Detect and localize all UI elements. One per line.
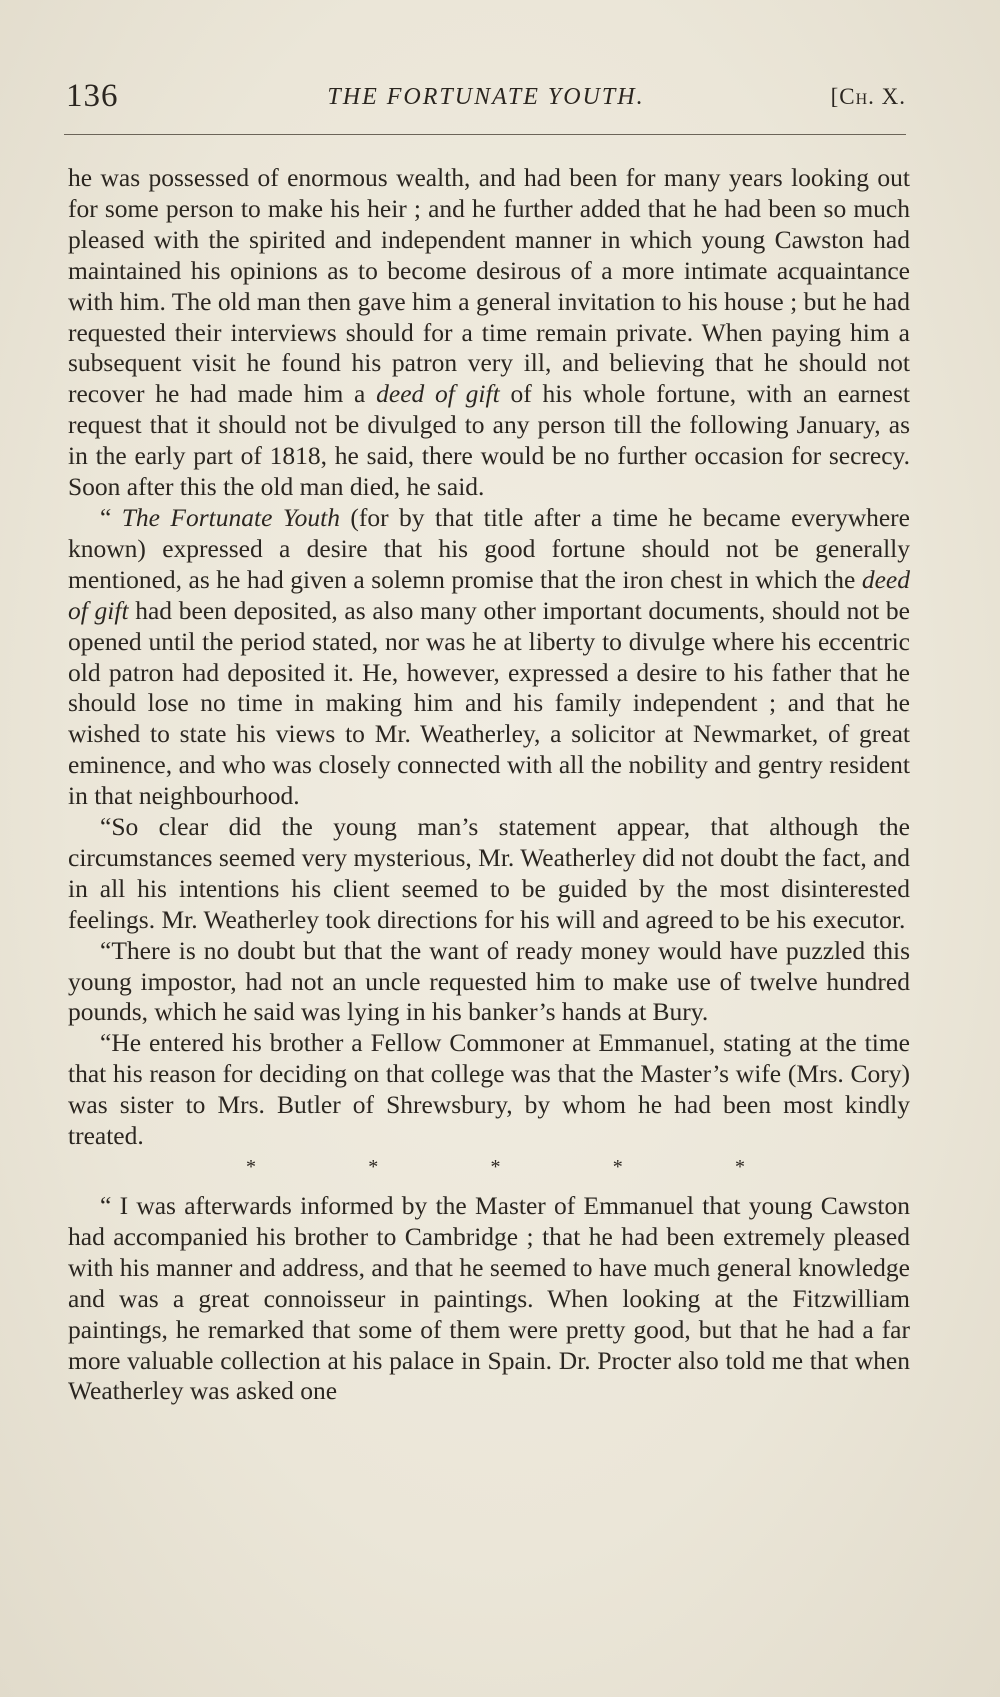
asterisk: * bbox=[246, 1156, 256, 1178]
body-text bbox=[68, 163, 910, 1407]
paragraph-4: “There is no doubt but that the want of ready money would have puzzled this young impostor, had not an uncle requested him to make use of twelve hundred pounds, which he said was lying in his banker’s hands at Bury. bbox=[68, 935, 910, 1027]
paragraph-2-italic-title: The Fortunate Youth bbox=[121, 502, 340, 532]
paragraph-2-italic: deed of gift bbox=[68, 564, 910, 625]
section-gap bbox=[68, 1183, 910, 1191]
asterisk: * bbox=[490, 1156, 501, 1178]
running-head bbox=[66, 78, 906, 124]
page-number: 136 bbox=[66, 78, 119, 114]
asterisk: * bbox=[612, 1156, 623, 1178]
asterisk: * bbox=[368, 1156, 379, 1178]
paragraph-1-text-end: of his whole fortune, with an earnest request that it should not be divulged to any person till the following January, as in the early part of 1818, he said, there would be no further occasion for secrecy. Soon after this the old man died, he said. bbox=[68, 379, 910, 502]
paragraph-1 bbox=[68, 163, 910, 503]
paragraph-2 bbox=[68, 503, 910, 812]
paragraph-1-text: he was possessed of enormous wealth, and had been for many years looking out for some person to make his heir ; and he further added that he had been so much pleased with the spirited and independent manner in which young Cawston had maintained his opinions as to become desirous of a more intimate acquaintance with him. The old man then gave him a general invitation to his house ; but he had requested their interviews should for a time remain private. When paying him a subsequent visit he found his patron very ill, and believing that he should not recover he had made him a bbox=[68, 163, 910, 409]
paragraph-6: “ I was afterwards informed by the Master of Emmanuel that young Cawston had accompanied his brother to Cambridge ; that he had been extremely pleased with his manner and address, and that he seemed to have much general knowledge and was a great connoisseur in paintings. When looking at the Fitzwilliam paintings, he remarked that some of them were pretty good, but that he had a far more valuable collection at his palace in Spain. Dr. Procter also told me that when Weatherley was asked one bbox=[68, 1191, 910, 1406]
paragraph-5: “He entered his brother a Fellow Commoner at Emmanuel, stating at the time that his reason for deciding on that college was that the Master’s wife (Mrs. Cory) was sister to Mrs. Butler of Shrewsbury, by whom he had been most kindly treated. bbox=[68, 1028, 910, 1151]
paragraph-2-open-quote: “ bbox=[100, 502, 122, 532]
paragraph-2-text-end: had been deposited, as also many other important documents, should not be opened until the period stated, nor was he at liberty to divulge where his eccentric old patron had deposited it. He, however, expressed a desire to his father that he should lose no time in making him and his family independent ; and that he wished to state his views to Mr. Weatherley, a solicitor at Newmarket, of great eminence, and who was closely connected with all the nobility and gentry resident in that neighbourhood. bbox=[68, 595, 911, 811]
header-rule bbox=[64, 134, 906, 135]
asterisk: * bbox=[735, 1156, 745, 1178]
asterisk-separator bbox=[68, 1152, 910, 1183]
paragraph-1-italic: deed of gift bbox=[376, 379, 500, 409]
chapter-reference bbox=[831, 84, 906, 110]
paragraph-2-text: (for by that title after a time he became everywhere known) expressed a desire that his good fortune should not be generally mentioned, as he had given a solemn promise that the iron chest in which the bbox=[68, 502, 910, 594]
running-title: THE FORTUNATE YOUTH. bbox=[327, 84, 645, 110]
chapter-reference-text: [Ch. X. bbox=[830, 84, 906, 109]
paragraph-3: “So clear did the young man’s statement appear, that although the circumstances seemed very mysterious, Mr. Weatherley did not doubt the fact, and in all his intentions his client seemed to be guided by the most disinterested feelings. Mr. Weatherley took directions for his will and agreed to be his executor. bbox=[68, 812, 910, 934]
